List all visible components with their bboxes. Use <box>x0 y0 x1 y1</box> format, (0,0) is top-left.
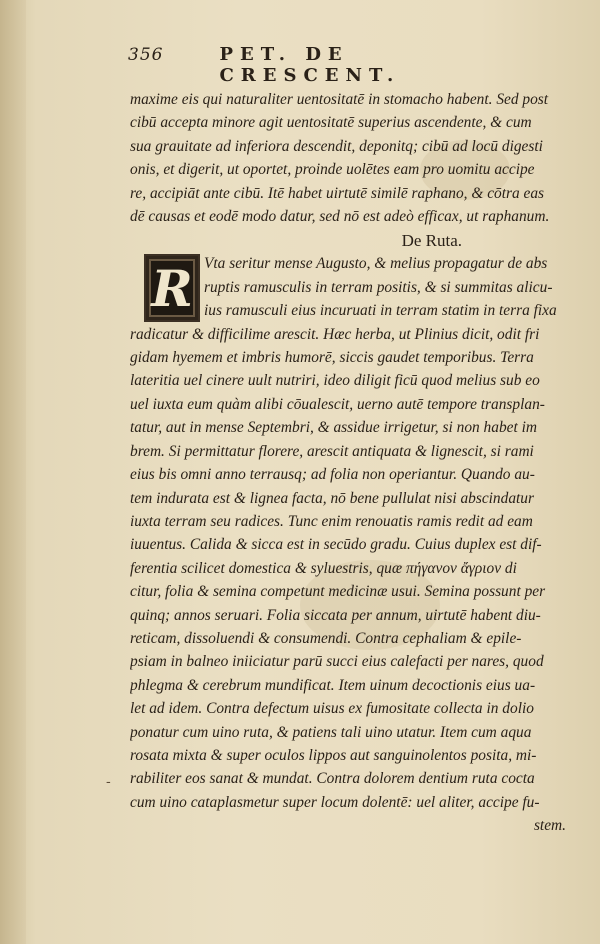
text-line: psiam in balneo iniiciatur parū succi eius calefacti per nares, quod <box>130 653 544 671</box>
text-line: cum uino cataplasmetur super locum dolentē: uel aliter, accipe fu- <box>130 793 540 811</box>
text-line: lateritia uel cinere uult nutriri, ideo diligit ficū quod melius sub eo <box>130 372 540 390</box>
margin-mark: ‐ <box>106 774 111 790</box>
text-line: onis, et digerit, ut oportet, proinde uolētes eam pro uomitu accipe <box>130 161 535 179</box>
text-line: ferentia scilicet domestica & syluestris, quæ πήγανον ἄγριον di <box>130 559 517 577</box>
text-line: cibū accepta minore agit uentositatē superius ascendente, & cum <box>130 114 532 132</box>
text-line: rabiliter eos sanat & mundat. Contra dolorem dentium ruta cocta <box>130 770 535 788</box>
text-line: quinq; annos seruari. Folia siccata per annum, uirtutē habent diu- <box>130 606 541 624</box>
running-title: PET. DE CRESCENT. <box>219 44 401 86</box>
text-line: tatur, aut in mense Septembri, & assidue irrigetur, si non habet im <box>130 419 537 437</box>
text-line: citur, folia & semina competunt medicinæ usui. Semina possunt per <box>130 583 546 601</box>
catchword: stem. <box>533 817 566 835</box>
decorated-initial: R <box>144 254 200 322</box>
text-line: dē causas et eodē modo datur, sed nō est adeò efficax, ut raphanum. <box>130 208 550 226</box>
section-heading: De Ruta. <box>401 231 462 251</box>
text-line: phlegma & cerebrum mundificat. Item uinum decoctionis eius ua- <box>130 676 536 694</box>
text-line: let ad idem. Contra defectum uisus ex fumositate collecta in dolio <box>130 700 534 718</box>
text-line: eius bis omni anno terrausq; ad folia non operiantur. Quando au- <box>130 466 535 484</box>
initial-paragraph <box>130 252 582 322</box>
page-number: 356 <box>128 45 164 65</box>
binding-gutter <box>0 0 26 944</box>
text-line: tem indurata est & lignea facta, nō bene pullulat nisi abscindatur <box>130 489 534 507</box>
text-line: uel iuxta eum quàm alibi cōualescit, uerno autē tempore transplan- <box>130 395 545 413</box>
text-line: iuuentus. Calida & sicca est in secūdo gradu. Cuius duplex est dif- <box>130 536 542 554</box>
text-line: Vta seritur mense Augusto, & melius propagatur de abs <box>204 255 548 273</box>
text-line: maxime eis qui naturaliter uentositatē in stomacho habent. Sed post <box>130 91 549 108</box>
text-line: rosata mixta & super oculos lippos aut sanguinolentos posita, mi- <box>130 746 537 764</box>
text-line: reticam, dissoluendi & consumendi. Contra cephaliam & epile- <box>130 629 522 647</box>
text-line: ponatur cum uino ruta, & patiens tali uino utatur. Item cum aqua <box>130 723 532 741</box>
text-line: ius ramusculi eius incuruati in terram statim in terra fixa <box>204 302 557 320</box>
text-column <box>130 88 582 838</box>
running-head <box>128 44 528 86</box>
text-line: re, accipiāt ante cibū. Itē habet uirtutē similē raphano, & cōtra eas <box>130 184 545 202</box>
text-line: sua grauitate ad inferiora descendit, deponitq; cibū ad locū digesti <box>130 137 543 155</box>
text-line: gidam hyemem et imbris humorē, siccis gaudet temporibus. Terra <box>130 349 534 367</box>
text-line: radicatur & difficilime arescit. Hæc herba, ut Plinius dicit, odit fri <box>130 325 540 343</box>
text-line: brem. Si permittatur florere, arescit antiquata & lignescit, si rami <box>130 442 534 460</box>
text-line: ruptis ramusculis in terram positis, & si summitas alicu- <box>204 278 553 296</box>
text-line: iuxta terram seu radices. Tunc enim renouatis ramis redit ad eam <box>130 512 533 530</box>
